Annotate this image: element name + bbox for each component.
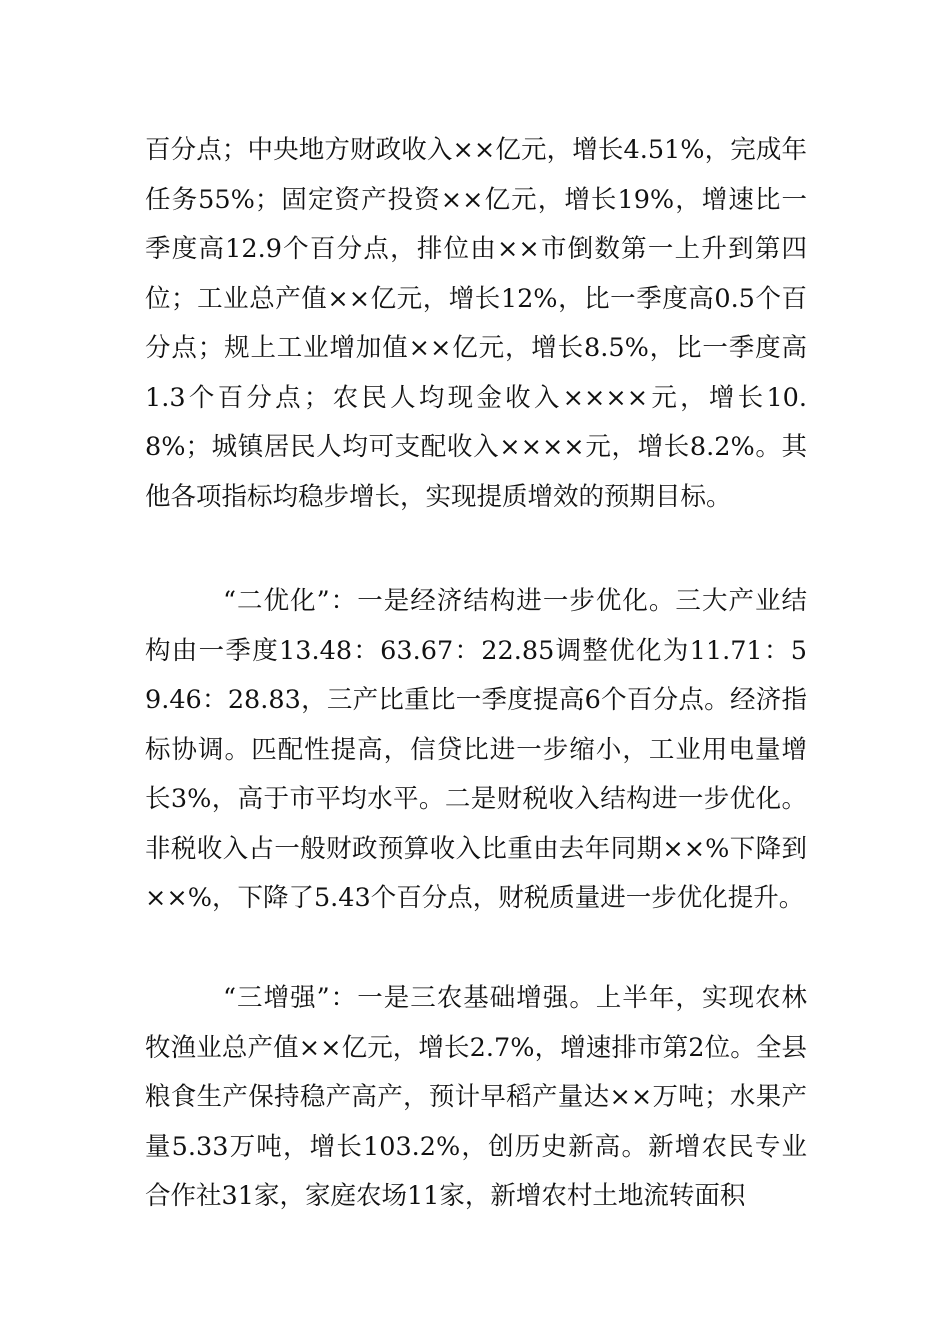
paragraph-three-strengthenings: “三增强”：一是三农基础增强。上半年，实现农林牧渔业总产值××亿元，增长2.7%，增速排市第2位。全县粮食生产保持稳产高产，预计早稻产量达××万吨；水果产量5.33万吨，增长103.2%，创历史新高。新增农民专业合作社31家，家庭农场11家，新增农村土地流转面积 bbox=[145, 983, 807, 1211]
paragraph-three-strengthenings-block bbox=[145, 974, 807, 1222]
paragraph-economic-indicators: 百分点；中央地方财政收入××亿元，增长4.51%，完成年任务55%；固定资产投资××亿元，增长19%，增速比一季度高12.9个百分点，排位由××市倒数第一上升到第四位；工业总产值××亿元，增长12%，比一季度高0.5个百分点；规上工业增加值××亿元，增长8.5%，比一季度高1.3个百分点；农民人均现金收入××××元，增长10.8%；城镇居民人均可支配收入××××元，增长8.2%。其他各项指标均稳步增长，实现提质增效的预期目标。 bbox=[145, 135, 807, 512]
paragraph-two-optimizations: “二优化”：一是经济结构进一步优化。三大产业结构由一季度13.48：63.67：22.85调整优化为11.71：59.46：28.83，三产比重比一季度提高6个百分点。经济指标协调。匹配性提高，信贷比进一步缩小，工业用电量增长3%，高于市平均水平。二是财税收入结构进一步优化。非税收入占一般财政预算收入比重由去年同期××%下降到××%，下降了5.43个百分点，财税质量进一步优化提升。 bbox=[145, 586, 807, 913]
paragraph-continuation bbox=[145, 126, 807, 522]
paragraph-two-optimizations-block bbox=[145, 577, 807, 924]
